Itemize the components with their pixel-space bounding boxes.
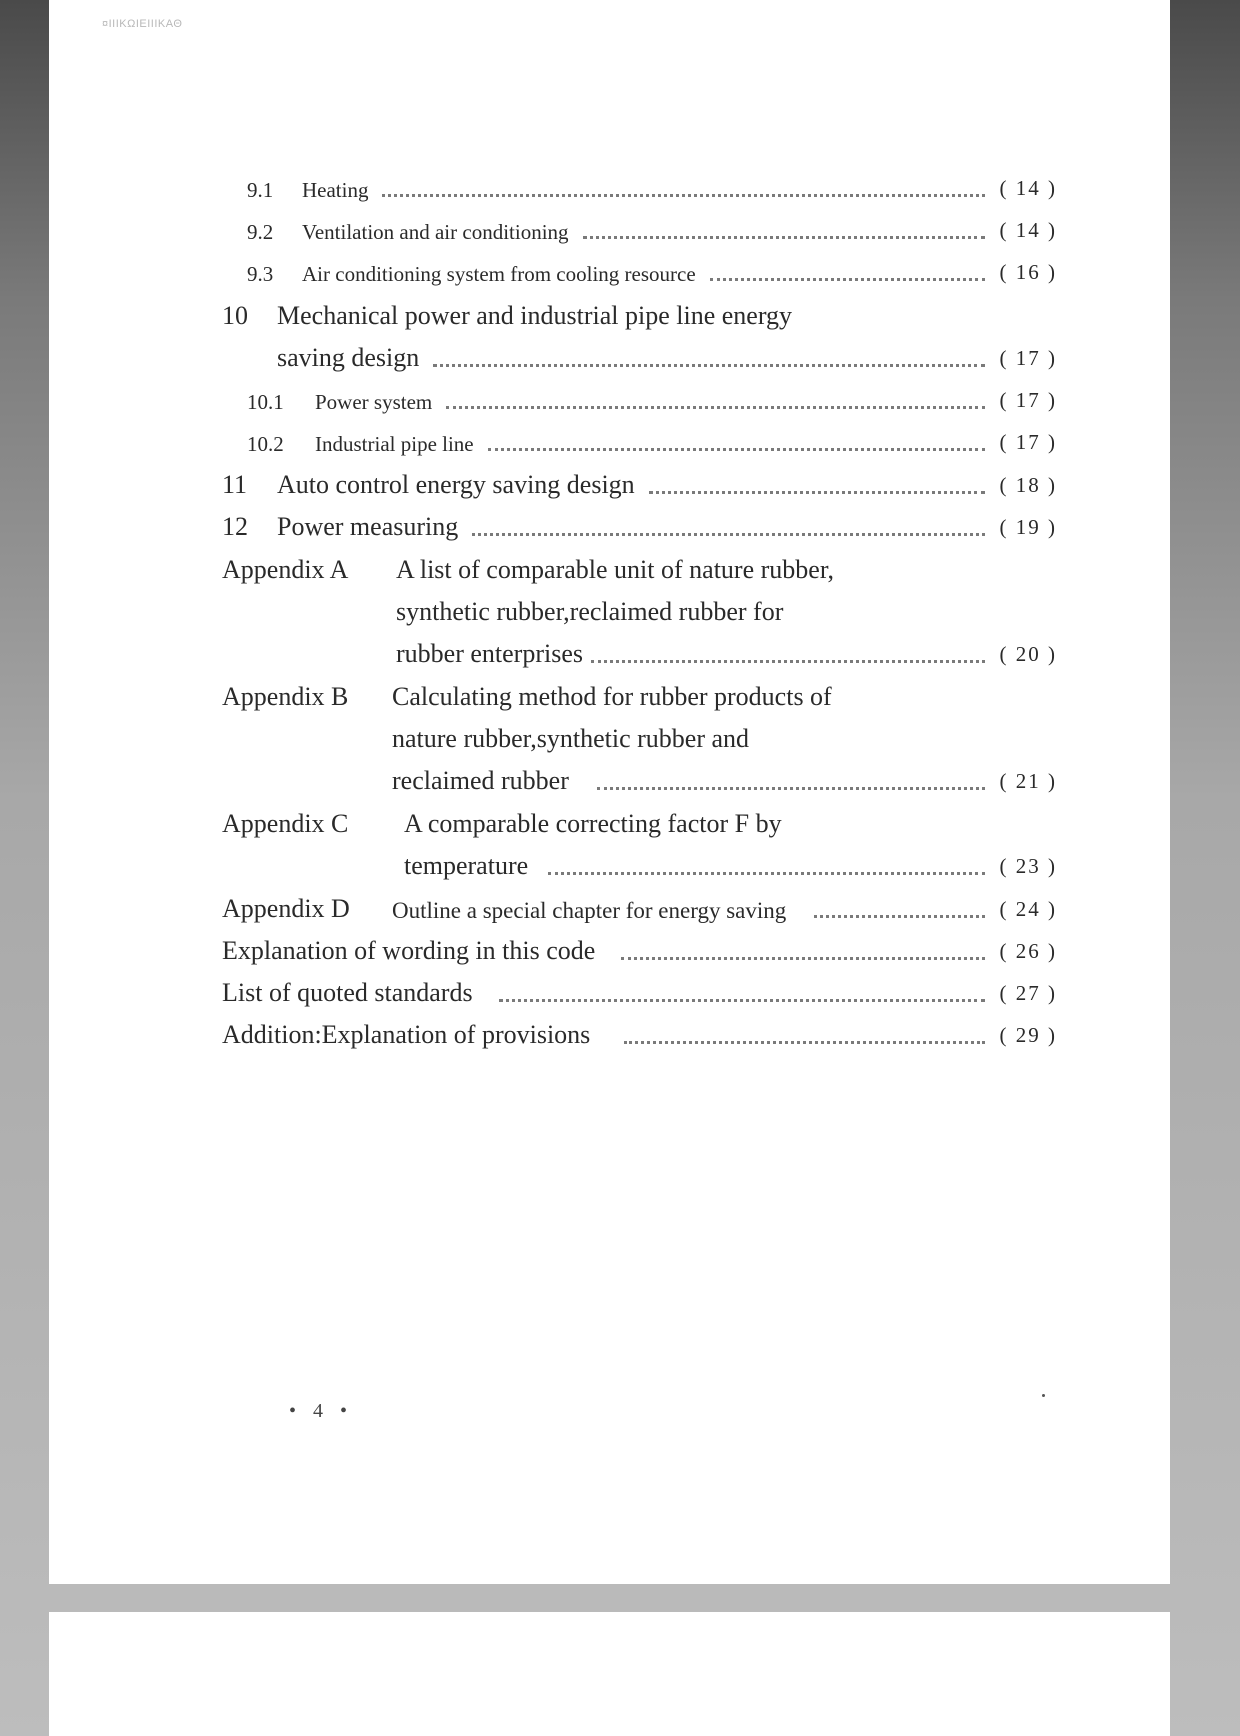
toc-page-ref: ( 23 ) <box>999 854 1057 878</box>
toc-entry-appendix-a[interactable] <box>222 545 1057 585</box>
toc-page-ref: ( 14 ) <box>999 176 1057 200</box>
toc-number: 9.3 <box>247 262 274 286</box>
toc-number: 10.1 <box>247 390 284 414</box>
toc-entry-addition[interactable] <box>222 1010 1057 1050</box>
toc-title: nature rubber,synthetic rubber and <box>392 724 750 753</box>
dot-leader <box>382 193 985 197</box>
dot-leader <box>624 1040 985 1044</box>
dot-leader <box>548 871 985 875</box>
document-page <box>49 0 1170 1584</box>
toc-entry-9-2[interactable] <box>247 205 1057 245</box>
dot-leader <box>591 659 985 663</box>
dot-leader <box>488 447 985 451</box>
toc-entry-10[interactable] <box>222 291 1057 331</box>
toc-title: saving design <box>277 343 420 372</box>
toc-entry-appendix-c-line2[interactable] <box>404 841 1057 881</box>
toc-title: Air conditioning system from cooling resource <box>302 262 696 286</box>
dot-leader <box>499 998 985 1002</box>
toc-number: 9.1 <box>247 178 274 202</box>
toc-entry-quoted-standards[interactable] <box>222 968 1057 1008</box>
toc-title: Industrial pipe line <box>315 432 474 456</box>
toc-entry-10-2[interactable] <box>247 417 1057 457</box>
toc-title: Heating <box>302 178 369 202</box>
toc-page-ref: ( 21 ) <box>999 769 1057 793</box>
toc-entry-9-1[interactable] <box>247 163 1057 203</box>
toc-title: reclaimed rubber <box>392 766 569 795</box>
toc-title: rubber enterprises <box>396 639 583 668</box>
toc-page-ref: ( 16 ) <box>999 260 1057 284</box>
toc-entry-explanation-of-wording[interactable] <box>222 926 1057 966</box>
toc-number: 10.2 <box>247 432 284 456</box>
toc-title: temperature <box>404 851 529 880</box>
appendix-label: Appendix D <box>222 894 350 923</box>
dot-leader <box>433 363 985 367</box>
table-of-contents <box>49 0 1170 1500</box>
toc-entry-10-continued[interactable] <box>277 333 1057 373</box>
dot-leader <box>597 786 985 790</box>
toc-number: 12 <box>222 512 248 541</box>
toc-entry-appendix-a-line3[interactable] <box>396 629 1057 669</box>
toc-entry-appendix-b[interactable] <box>222 672 1057 712</box>
toc-entry-12[interactable] <box>222 502 1057 542</box>
dot-leader <box>472 532 985 536</box>
toc-page-ref: ( 17 ) <box>999 388 1057 412</box>
toc-title: Power measuring <box>277 512 459 541</box>
toc-title: List of quoted standards <box>222 978 473 1007</box>
page-number: • 4 • <box>289 1400 354 1422</box>
dot-leader <box>814 914 985 918</box>
toc-entry-appendix-b-line3[interactable] <box>392 756 1057 796</box>
toc-number: 9.2 <box>247 220 274 244</box>
toc-number: 11 <box>222 470 248 499</box>
toc-title: Power system <box>315 390 433 414</box>
toc-title: Calculating method for rubber products of <box>392 682 832 711</box>
next-page <box>49 1612 1170 1736</box>
toc-title: Auto control energy saving design <box>277 470 635 499</box>
toc-title: Mechanical power and industrial pipe line energy <box>277 301 793 330</box>
header-mark: ¤ΙΙΙΚΩΙΕΙΙΙΚΑΘ <box>102 18 183 30</box>
toc-entry-9-3[interactable] <box>247 247 1057 287</box>
dot-leader <box>710 277 985 281</box>
toc-page-ref: ( 19 ) <box>999 515 1057 539</box>
toc-entry-appendix-a-line2[interactable] <box>396 587 1057 627</box>
toc-title: synthetic rubber,reclaimed rubber for <box>396 597 784 626</box>
toc-page-ref: ( 18 ) <box>999 473 1057 497</box>
toc-page-ref: ( 24 ) <box>999 897 1057 921</box>
toc-entry-appendix-c[interactable] <box>222 799 1057 839</box>
toc-page-ref: ( 20 ) <box>999 642 1057 666</box>
toc-page-ref: ( 17 ) <box>999 346 1057 370</box>
appendix-label: Appendix B <box>222 682 349 711</box>
toc-entry-appendix-b-line2[interactable] <box>392 714 1057 754</box>
appendix-label: Appendix C <box>222 809 349 838</box>
toc-page-ref: ( 14 ) <box>999 218 1057 242</box>
dot-leader <box>649 490 985 494</box>
toc-number: 10 <box>222 301 248 330</box>
toc-page-ref: ( 27 ) <box>999 981 1057 1005</box>
toc-title: Addition:Explanation of provisions <box>222 1020 591 1049</box>
toc-title: A comparable correcting factor F by <box>404 809 782 838</box>
toc-page-ref: ( 29 ) <box>999 1023 1057 1047</box>
toc-title: Ventilation and air conditioning <box>302 220 569 244</box>
toc-page-ref: ( 17 ) <box>999 430 1057 454</box>
dot-leader <box>621 956 985 960</box>
toc-page-ref: ( 26 ) <box>999 939 1057 963</box>
toc-title: Explanation of wording in this code <box>222 936 596 965</box>
speck <box>1042 1394 1045 1397</box>
dot-leader <box>446 405 985 409</box>
toc-entry-10-1[interactable] <box>247 375 1057 415</box>
toc-title: Outline a special chapter for energy saving <box>392 898 787 923</box>
toc-entry-appendix-d[interactable] <box>222 884 1057 924</box>
toc-entry-11[interactable] <box>222 460 1057 500</box>
dot-leader <box>583 235 985 239</box>
appendix-label: Appendix A <box>222 555 349 584</box>
toc-title: A list of comparable unit of nature rubber, <box>396 555 834 584</box>
